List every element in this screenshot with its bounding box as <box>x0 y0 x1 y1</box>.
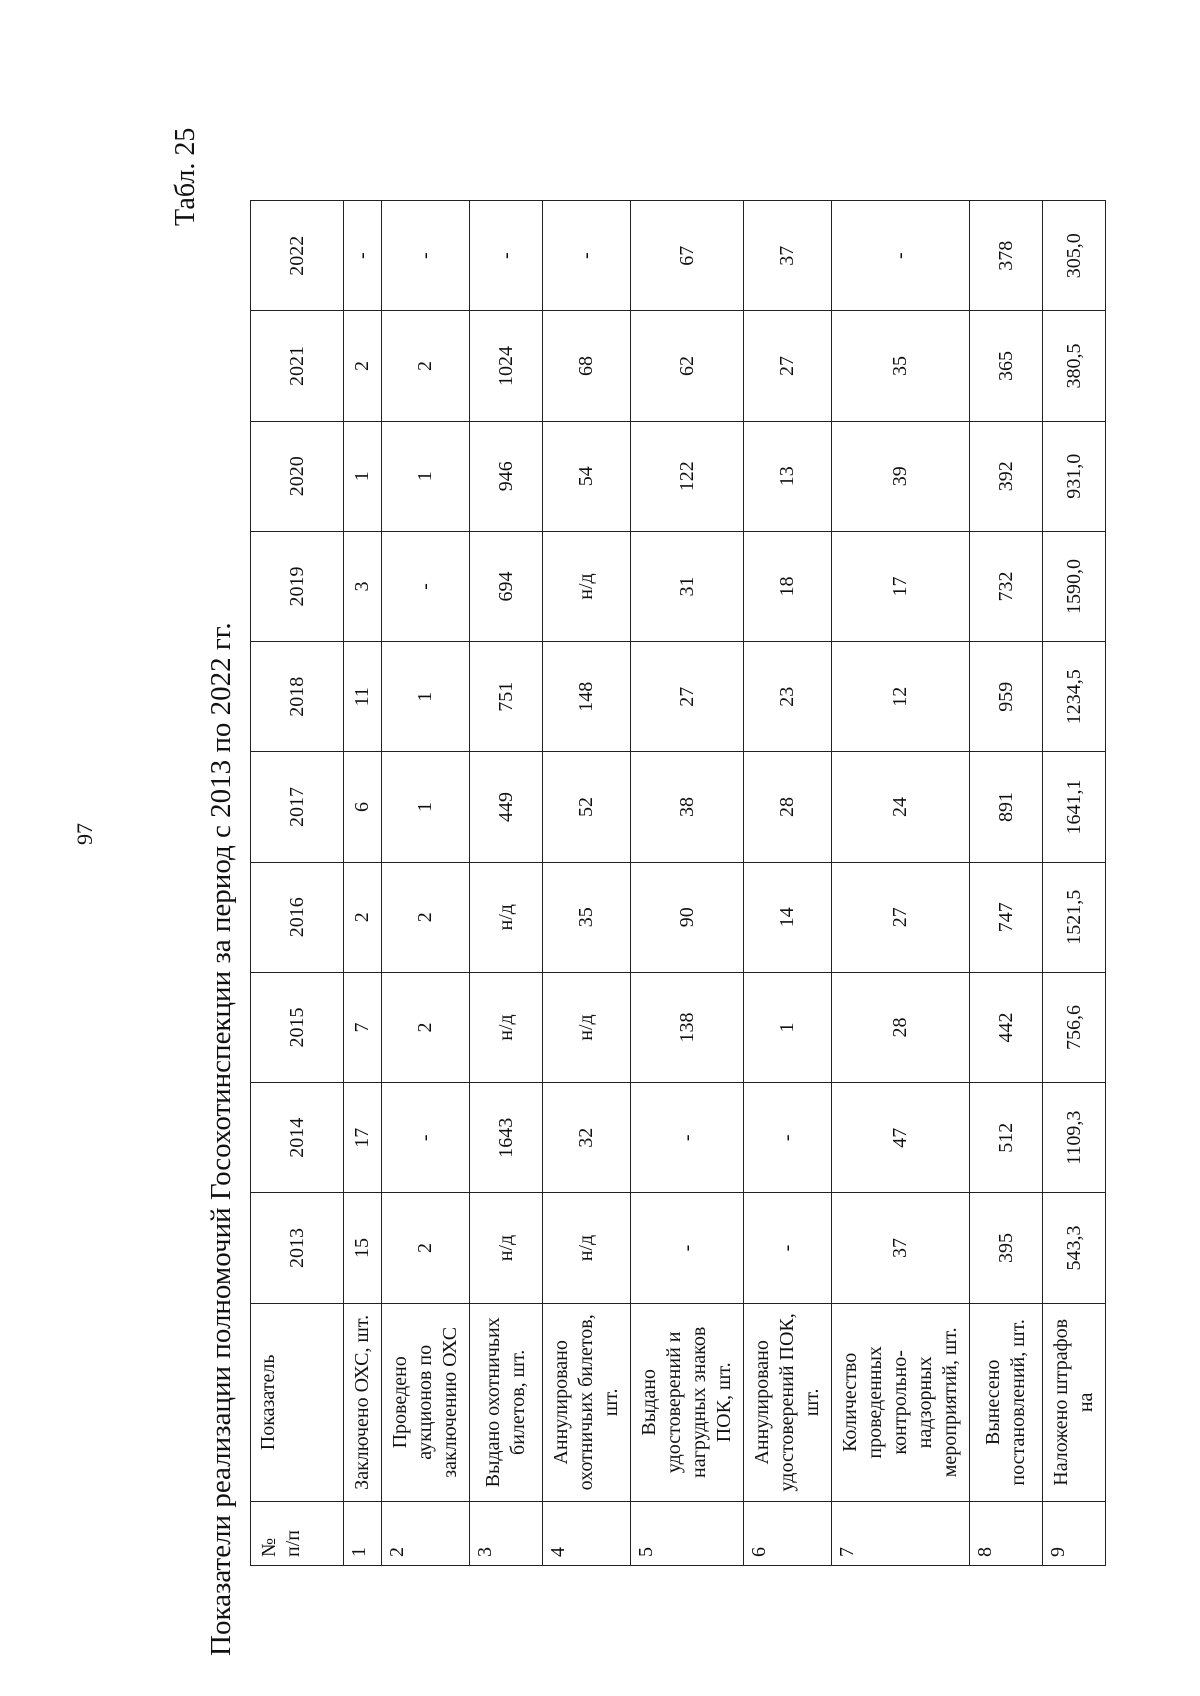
row-value: 62 <box>631 311 744 421</box>
row-value: 90 <box>631 862 744 972</box>
row-indicator: Заключено ОХС, шт. <box>344 1303 382 1501</box>
row-value: 2 <box>344 311 382 421</box>
row-num: 9 <box>1043 1502 1106 1566</box>
row-value: 1641,1 <box>1043 752 1106 862</box>
row-value: 6 <box>344 752 382 862</box>
row-value: 2 <box>382 972 470 1082</box>
row-value: 37 <box>744 201 832 311</box>
row-value: 37 <box>832 1193 970 1303</box>
row-value: 35 <box>832 311 970 421</box>
table-row <box>543 201 631 1566</box>
row-value: 959 <box>970 642 1043 752</box>
row-value: 24 <box>832 752 970 862</box>
row-value: 1 <box>344 421 382 531</box>
row-value: 31 <box>631 531 744 641</box>
row-num: 1 <box>344 1502 382 1566</box>
row-indicator: Аннулировано охотничьих билетов, шт. <box>543 1303 631 1501</box>
row-value: - <box>382 531 470 641</box>
row-value: 732 <box>970 531 1043 641</box>
row-value: 2 <box>382 862 470 972</box>
row-value: 32 <box>543 1083 631 1193</box>
row-value: - <box>382 1083 470 1193</box>
row-value: 694 <box>470 531 543 641</box>
header-year: 2020 <box>251 421 344 531</box>
row-value: - <box>543 201 631 311</box>
table-row <box>970 201 1043 1566</box>
row-value: 28 <box>744 752 832 862</box>
header-indicator: Показатель <box>251 1303 344 1501</box>
header-year: 2021 <box>251 311 344 421</box>
row-value: 1 <box>382 421 470 531</box>
row-value: 122 <box>631 421 744 531</box>
row-value: - <box>382 201 470 311</box>
row-value: 11 <box>344 642 382 752</box>
header-year: 2017 <box>251 752 344 862</box>
row-value: 68 <box>543 311 631 421</box>
row-value: 27 <box>744 311 832 421</box>
row-value: 378 <box>970 201 1043 311</box>
row-value: 1234,5 <box>1043 642 1106 752</box>
row-value: 2 <box>344 862 382 972</box>
row-num: 3 <box>470 1502 543 1566</box>
row-indicator: Аннулировано удостоверений ПОК, шт. <box>744 1303 832 1501</box>
row-indicator: Наложено штрафов на <box>1043 1303 1106 1501</box>
row-value: 1 <box>744 972 832 1082</box>
table-row <box>382 201 470 1566</box>
row-value: 28 <box>832 972 970 1082</box>
row-value: 15 <box>344 1193 382 1303</box>
row-num: 8 <box>970 1502 1043 1566</box>
row-value: 747 <box>970 862 1043 972</box>
row-value: - <box>744 1083 832 1193</box>
table-label: Табл. 25 <box>170 127 201 226</box>
row-value: 39 <box>832 421 970 531</box>
row-value: 931,0 <box>1043 421 1106 531</box>
rotated-sheet <box>0 127 1100 1696</box>
row-value: 17 <box>832 531 970 641</box>
row-value: 365 <box>970 311 1043 421</box>
row-value: 18 <box>744 531 832 641</box>
row-value: 380,5 <box>1043 311 1106 421</box>
row-value: - <box>470 201 543 311</box>
row-indicator: Выдано охотничьих билетов, шт. <box>470 1303 543 1501</box>
table-row <box>631 201 744 1566</box>
row-value: 449 <box>470 752 543 862</box>
row-value: н/д <box>470 1193 543 1303</box>
row-value: 35 <box>543 862 631 972</box>
header-year: 2015 <box>251 972 344 1082</box>
row-value: 392 <box>970 421 1043 531</box>
row-value: н/д <box>470 972 543 1082</box>
row-value: 27 <box>631 642 744 752</box>
row-value: 395 <box>970 1193 1043 1303</box>
header-year: 2018 <box>251 642 344 752</box>
row-value: - <box>631 1193 744 1303</box>
row-num: 6 <box>744 1502 832 1566</box>
indicators-table <box>250 200 1106 1566</box>
row-value: 3 <box>344 531 382 641</box>
header-year: 2019 <box>251 531 344 641</box>
row-value: - <box>744 1193 832 1303</box>
row-value: 14 <box>744 862 832 972</box>
row-num: 5 <box>631 1502 744 1566</box>
row-value: 891 <box>970 752 1043 862</box>
row-value: 138 <box>631 972 744 1082</box>
row-value: 1521,5 <box>1043 862 1106 972</box>
row-value: 512 <box>970 1083 1043 1193</box>
row-value: 1590,0 <box>1043 531 1106 641</box>
header-num: № п/п <box>251 1502 344 1566</box>
row-value: 543,3 <box>1043 1193 1106 1303</box>
row-value: 1109,3 <box>1043 1083 1106 1193</box>
row-value: 2 <box>382 1193 470 1303</box>
page-number: 97 <box>72 823 97 845</box>
row-indicator: Проведено аукционов по заключению ОХС <box>382 1303 470 1501</box>
row-value: 13 <box>744 421 832 531</box>
row-value: н/д <box>543 531 631 641</box>
row-value: 2 <box>382 311 470 421</box>
table-row <box>744 201 832 1566</box>
header-year: 2016 <box>251 862 344 972</box>
row-value: - <box>631 1083 744 1193</box>
header-year: 2022 <box>251 201 344 311</box>
row-value: 17 <box>344 1083 382 1193</box>
row-value: 1024 <box>470 311 543 421</box>
row-num: 2 <box>382 1502 470 1566</box>
row-value: 27 <box>832 862 970 972</box>
row-value: 442 <box>970 972 1043 1082</box>
row-value: 67 <box>631 201 744 311</box>
table-row <box>1043 201 1106 1566</box>
row-value: н/д <box>543 1193 631 1303</box>
row-indicator: Выдано удостоверений и нагрудных знаков ПОК, шт. <box>631 1303 744 1501</box>
row-value: 47 <box>832 1083 970 1193</box>
table-row <box>832 201 970 1566</box>
row-value: 38 <box>631 752 744 862</box>
row-value: 148 <box>543 642 631 752</box>
row-value: 54 <box>543 421 631 531</box>
row-value: 12 <box>832 642 970 752</box>
row-value: н/д <box>543 972 631 1082</box>
table-row <box>470 201 543 1566</box>
table-title: Показатели реализации полномочий Госохотинспекции за период с 2013 по 2022 гг. <box>205 622 237 1656</box>
header-row <box>251 201 344 1566</box>
row-value: 23 <box>744 642 832 752</box>
row-value: 756,6 <box>1043 972 1106 1082</box>
row-value: 1 <box>382 752 470 862</box>
table-row <box>344 201 382 1566</box>
row-value: 946 <box>470 421 543 531</box>
row-value: 52 <box>543 752 631 862</box>
row-value: 1 <box>382 642 470 752</box>
header-year: 2014 <box>251 1083 344 1193</box>
row-num: 7 <box>832 1502 970 1566</box>
row-value: 305,0 <box>1043 201 1106 311</box>
header-year: 2013 <box>251 1193 344 1303</box>
row-indicator: Количество проведенных контрольно-надзорных мероприятий, шт. <box>832 1303 970 1501</box>
row-num: 4 <box>543 1502 631 1566</box>
row-value: 751 <box>470 642 543 752</box>
row-value: 7 <box>344 972 382 1082</box>
row-value: - <box>832 201 970 311</box>
row-indicator: Вынесено постановлений, шт. <box>970 1303 1043 1501</box>
row-value: - <box>344 201 382 311</box>
row-value: 1643 <box>470 1083 543 1193</box>
row-value: н/д <box>470 862 543 972</box>
